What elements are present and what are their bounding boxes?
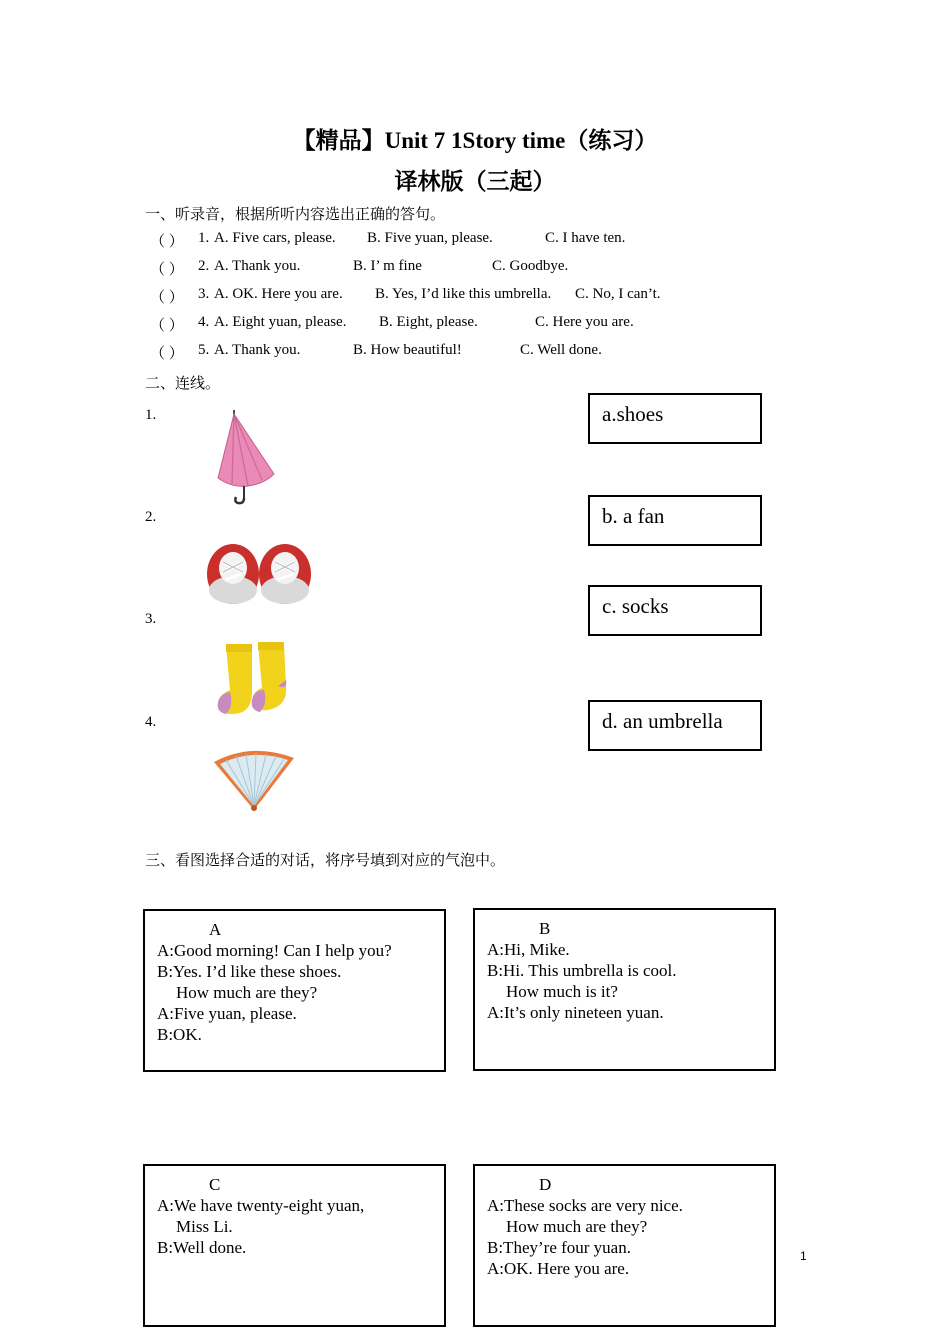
answer-bracket[interactable]: （ ） xyxy=(150,262,184,278)
answer-bracket[interactable]: （ ） xyxy=(150,346,184,362)
socks-icon[interactable] xyxy=(212,640,302,720)
option-a: A. Five cars, please. xyxy=(214,230,336,246)
dialog-box-c xyxy=(143,1164,446,1327)
dialog-line: Miss Li. xyxy=(176,1217,233,1236)
question-number: 2. xyxy=(198,258,210,274)
dialog-line: How much is it? xyxy=(506,982,618,1001)
option-c: C. Here you are. xyxy=(535,314,634,330)
umbrella-icon[interactable] xyxy=(212,408,280,506)
question-number: 3. xyxy=(198,286,210,302)
option-a: A. Eight yuan, please. xyxy=(214,314,347,330)
question-number: 1. xyxy=(198,230,210,246)
option-c: C. No, I can’t. xyxy=(575,286,661,302)
match-option-socks[interactable]: c. socks xyxy=(588,585,762,636)
dialog-line: B:They’re four yuan. xyxy=(487,1238,631,1257)
section2-heading: 二、连线。 xyxy=(145,376,221,392)
dialog-line: A:Hi, Mike. xyxy=(487,940,570,959)
option-a: A. OK. Here you are. xyxy=(214,286,343,302)
option-a: A. Thank you. xyxy=(214,342,301,358)
match-number: 1. xyxy=(145,407,157,423)
match-number: 4. xyxy=(145,714,157,730)
dialog-line: A:Five yuan, please. xyxy=(157,1004,297,1023)
section3-heading: 三、看图选择合适的对话，将序号填到对应的气泡中。 xyxy=(145,853,506,869)
match-number: 2. xyxy=(145,509,157,525)
shoes-icon[interactable] xyxy=(205,538,315,608)
dialog-line: How much are they? xyxy=(506,1217,648,1236)
option-c: C. I have ten. xyxy=(545,230,626,246)
option-b: B. Five yuan, please. xyxy=(367,230,493,246)
dialog-label: D xyxy=(539,1175,552,1194)
dialog-label: B xyxy=(539,919,551,938)
dialog-line: A:It’s only nineteen yuan. xyxy=(487,1003,664,1022)
dialog-line: B:Well done. xyxy=(157,1238,247,1257)
answer-bracket[interactable]: （ ） xyxy=(150,234,184,250)
dialog-line: B:OK. xyxy=(157,1025,202,1044)
option-a: A. Thank you. xyxy=(214,258,301,274)
dialog-box-d xyxy=(473,1164,776,1327)
page-number: 1 xyxy=(800,1249,807,1263)
dialog-label: A xyxy=(209,920,222,939)
option-b: B. I’ m fine xyxy=(353,258,422,274)
dialog-line: A:OK. Here you are. xyxy=(487,1259,630,1278)
question-number: 4. xyxy=(198,314,210,330)
question-number: 5. xyxy=(198,342,210,358)
dialog-box-a xyxy=(143,909,446,1072)
match-number: 3. xyxy=(145,611,157,627)
answer-bracket[interactable]: （ ） xyxy=(150,290,184,306)
dialog-line: B:Yes. I’d like these shoes. xyxy=(157,962,342,981)
option-c: C. Well done. xyxy=(520,342,602,358)
match-option-shoes[interactable]: a.shoes xyxy=(588,393,762,444)
match-option-umbrella[interactable]: d. an umbrella xyxy=(588,700,762,751)
option-b: B. Eight, please. xyxy=(379,314,478,330)
dialog-line: B:Hi. This umbrella is cool. xyxy=(487,961,677,980)
answer-bracket[interactable]: （ ） xyxy=(150,318,184,334)
title-line-1: 【精品】Unit 7 1Story time（练习） xyxy=(292,128,658,153)
section1-heading: 一、听录音，根据所听内容选出正确的答句。 xyxy=(145,207,446,223)
match-option-fan[interactable]: b. a fan xyxy=(588,495,762,546)
option-b: B. Yes, I’d like this umbrella. xyxy=(375,286,552,302)
option-c: C. Goodbye. xyxy=(492,258,569,274)
dialog-label: C xyxy=(209,1175,221,1194)
dialog-line: A:Good morning! Can I help you? xyxy=(157,941,392,960)
fan-icon[interactable] xyxy=(212,748,296,814)
title-line-2: 译林版（三起） xyxy=(394,169,556,194)
dialog-line: How much are they? xyxy=(176,983,318,1002)
dialog-box-b xyxy=(473,908,776,1071)
dialog-line: A:We have twenty-eight yuan, xyxy=(157,1196,365,1215)
option-b: B. How beautiful! xyxy=(353,342,462,358)
dialog-line: A:These socks are very nice. xyxy=(487,1196,683,1215)
